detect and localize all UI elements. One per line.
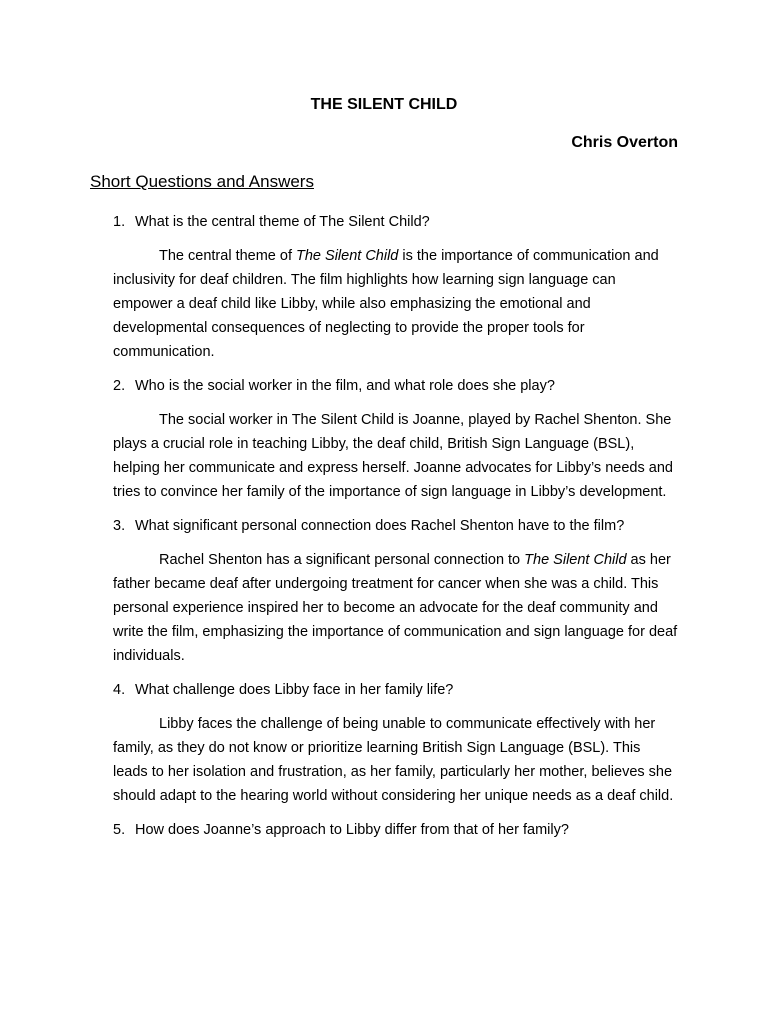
qa-list [113, 210, 678, 852]
question-text: What is the central theme of The Silent Child? [135, 214, 430, 230]
question-number: 2. [113, 378, 126, 394]
answer-text: Rachel Shenton has a significant personal connection to [159, 552, 525, 568]
question-text: Who is the social worker in the film, and what role does she play? [135, 378, 555, 394]
question-text: How does Joanne’s approach to Libby differ from that of her family? [135, 822, 569, 838]
question-2 [113, 374, 678, 398]
question-4 [113, 678, 678, 702]
question-number: 5. [113, 822, 126, 838]
question-3 [113, 514, 678, 538]
question-text: What challenge does Libby face in her family life? [135, 682, 454, 698]
film-title-italic: The Silent Child [524, 552, 627, 568]
document-title: THE SILENT CHILD [310, 96, 458, 113]
section-heading: Short Questions and Answers [90, 172, 314, 191]
question-5 [113, 818, 678, 842]
film-title-italic: The Silent Child [296, 248, 399, 264]
question-number: 1. [113, 214, 126, 230]
answer-text: as her father became deaf after undergoing treatment for cancer when she was a child. This personal experience inspired her to become an advocate for the deaf community and write the film, emphasizing the importance of communication and sign language for deaf individuals. [113, 552, 678, 664]
answer-4: Libby faces the challenge of being unable to communicate effectively with her family, as they do not know or prioritize learning British Sign Language (BSL). This leads to her isolation and frustration, as her family, particularly her mother, believes she should adapt to the hearing world without considering her unique needs as a deaf child. [113, 716, 674, 804]
answer-3 [113, 548, 678, 668]
question-number: 3. [113, 518, 126, 534]
answer-1 [113, 244, 678, 364]
question-text: What significant personal connection does Rachel Shenton have to the film? [135, 518, 625, 534]
answer-2: The social worker in The Silent Child is Joanne, played by Rachel Shenton. She plays a crucial role in teaching Libby, the deaf child, British Sign Language (BSL), helping her communicate and express herself. Joanne advocates for Libby’s needs and tries to convince her family of the importance of sign language in Libby’s development. [113, 412, 673, 500]
question-1 [113, 210, 678, 234]
answer-text: The central theme of [159, 248, 297, 264]
answer-text: is the importance of communication and inclusivity for deaf children. The film highlights how learning sign language can empower a deaf child like Libby, while also emphasizing the emotional and developmental consequences of neglecting to provide the proper tools for communication. [113, 248, 659, 360]
document-author: Chris Overton [571, 134, 678, 151]
question-number: 4. [113, 682, 126, 698]
